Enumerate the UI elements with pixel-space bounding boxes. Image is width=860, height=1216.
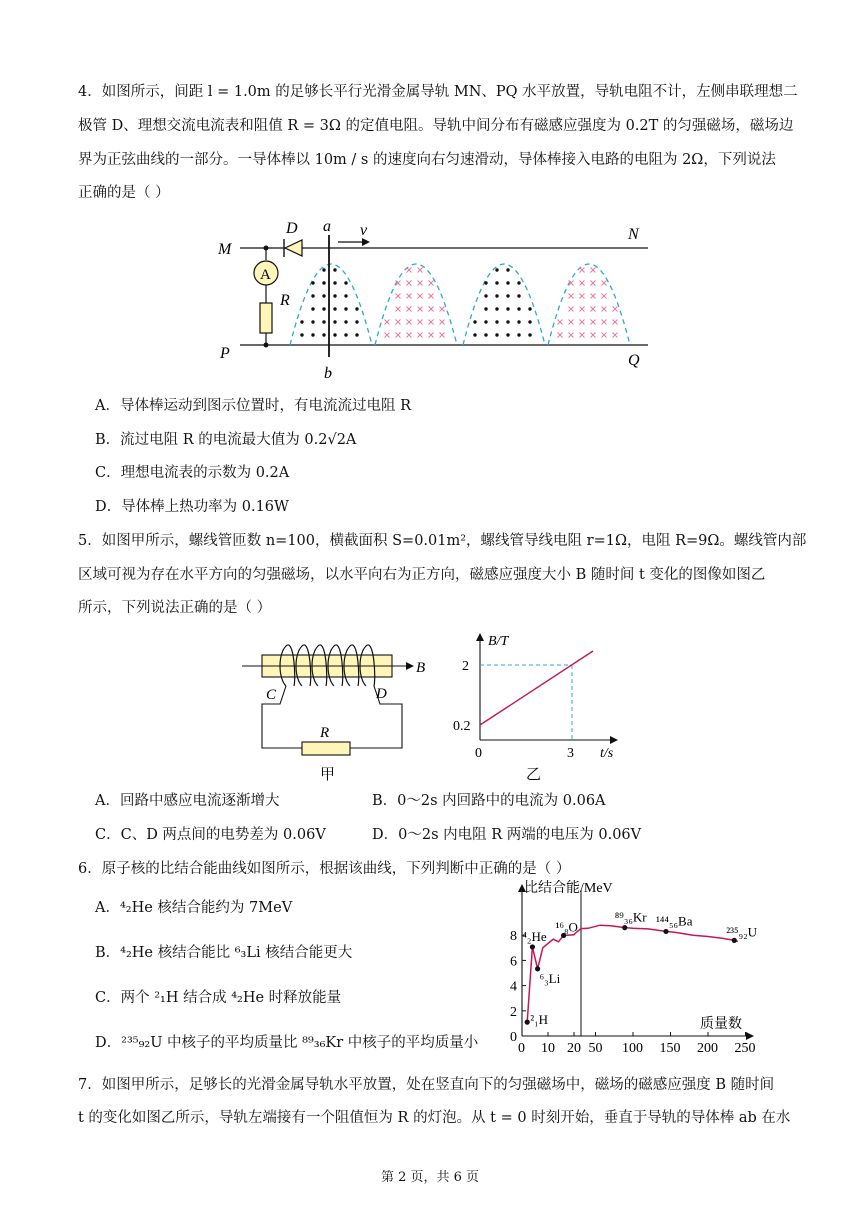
field-cross — [580, 307, 585, 312]
field-dot — [333, 307, 336, 310]
y-tick-label: 6 — [510, 954, 517, 970]
y-tick-2: 2 — [462, 659, 469, 674]
nuclide-label: ²³⁵₉₂U — [726, 924, 758, 940]
x-tick-label: 150 — [659, 1041, 681, 1056]
q4-option-b: B．流过电阻 R 的电流最大值为 0.2√2A — [95, 432, 357, 448]
field-cross — [440, 307, 445, 312]
field-dot — [333, 333, 336, 336]
page-footer: 第 2 页，共 6 页 — [380, 1170, 480, 1185]
nuclide-label: ⁶₃Li — [539, 970, 561, 986]
nuclide-point — [525, 1020, 530, 1025]
binding-energy-chart — [498, 880, 760, 1060]
field-cross — [580, 268, 585, 273]
field-dot — [506, 307, 509, 310]
field-cross — [591, 268, 596, 273]
field-cross — [418, 294, 423, 299]
field-boundary — [290, 264, 630, 345]
field-cross — [558, 320, 563, 325]
q5-option-a: A．回路中感应电流逐渐增大 — [95, 793, 280, 809]
nuclide-label: ²₁H — [530, 1012, 549, 1028]
field-dot — [506, 281, 509, 284]
field-cross — [418, 307, 423, 312]
field-dot — [355, 320, 358, 323]
field-cross — [440, 320, 445, 325]
x-tick-label: 250 — [734, 1041, 756, 1056]
q5-line-3: 所示，下列说法正确的是（ ） — [78, 600, 272, 616]
field-cross — [591, 294, 596, 299]
x-tick-label: 20 — [567, 1041, 581, 1056]
field-cross — [569, 307, 574, 312]
field-cross — [602, 294, 607, 299]
field-cross — [429, 281, 434, 286]
field-cross — [396, 294, 401, 299]
field-cross — [396, 307, 401, 312]
field-dot — [322, 307, 325, 310]
nuclide-label: ¹⁶₈O — [555, 919, 578, 935]
x-tick-label: 200 — [697, 1041, 718, 1056]
field-dots-region-2 — [473, 268, 531, 336]
x-axis-label: 质量数 — [700, 1017, 742, 1032]
field-dot — [495, 294, 498, 297]
field-dot — [333, 320, 336, 323]
x-axis-label: t/s — [600, 746, 614, 761]
field-cross — [591, 281, 596, 286]
field-cross — [569, 333, 574, 338]
field-cross — [418, 320, 423, 325]
q6-option-a: A．⁴₂He 核结合能约为 7MeV — [95, 900, 293, 916]
label-d: D — [286, 220, 298, 237]
field-dot — [495, 333, 498, 336]
field-dot — [311, 320, 314, 323]
field-dot — [495, 320, 498, 323]
b-direction-arrow — [406, 662, 414, 670]
label-r: R — [320, 725, 330, 741]
field-cross — [591, 333, 596, 338]
field-dot — [333, 268, 336, 271]
field-cross — [396, 320, 401, 325]
label-r: R — [280, 292, 290, 309]
q6-option-c: C．两个 ²₁H 结合成 ⁴₂He 时释放能量 — [95, 990, 342, 1006]
field-cross — [602, 333, 607, 338]
field-dot — [517, 320, 520, 323]
label-d: D — [376, 686, 387, 702]
field-dot — [300, 320, 303, 323]
nuclide-point — [663, 929, 668, 934]
label-p: P — [220, 345, 230, 362]
field-cross — [569, 294, 574, 299]
field-dot — [528, 307, 531, 310]
x-tick-label: 10 — [541, 1041, 555, 1056]
field-dot — [300, 333, 303, 336]
label-b-field: B — [416, 660, 426, 676]
field-dot — [311, 294, 314, 297]
q4-line-1: 4．如图所示，间距 l = 1.0m 的足够长平行光滑金属导轨 MN、PQ 水平放置，导轨电阻不计，左侧串联理想二 — [78, 84, 798, 100]
field-dot — [344, 333, 347, 336]
field-cross — [569, 320, 574, 325]
field-cross — [418, 281, 423, 286]
x-tick-3: 3 — [567, 746, 574, 761]
label-a: a — [323, 218, 331, 235]
field-cross — [580, 333, 585, 338]
field-dot — [517, 294, 520, 297]
x-tick-0: 0 — [475, 746, 482, 761]
x-tick-label: 50 — [588, 1041, 603, 1056]
field-cross — [418, 268, 423, 273]
field-cross — [407, 294, 412, 299]
field-cross — [580, 294, 585, 299]
q4-option-d: D．导体棒上热功率为 0.16W — [95, 499, 289, 515]
field-dot — [333, 294, 336, 297]
field-dot — [495, 281, 498, 284]
field-cross — [407, 333, 412, 338]
label-q: Q — [628, 352, 640, 369]
y-tick-0-2: 0.2 — [453, 719, 471, 734]
field-dot — [322, 281, 325, 284]
junction-top — [264, 246, 269, 251]
field-dot — [506, 320, 509, 323]
q4-line-4: 正确的是（ ） — [78, 185, 170, 201]
q5-option-b: B．0～2s 内回路中的电流为 0.06A — [372, 793, 606, 809]
resistor-r — [302, 742, 350, 755]
field-dot — [473, 333, 476, 336]
caption-yi: 乙 — [526, 767, 542, 783]
field-cross-region-1 — [385, 268, 445, 338]
q4-line-3: 界为正弦曲线的一部分。一导体棒以 10m / s 的速度向右匀速滑动，导体棒接入电路的电阻为 2Ω，下列说法 — [78, 152, 776, 168]
label-v: v — [360, 222, 368, 239]
field-dot — [484, 281, 487, 284]
field-cross — [602, 320, 607, 325]
q7-line-2: t 的变化如图乙所示，导轨左端接有一个阻值恒为 R 的灯泡。从 t = 0 时刻开始，垂直于导轨的导体棒 ab 在水 — [78, 1110, 791, 1126]
field-dot — [344, 281, 347, 284]
field-cross — [429, 294, 434, 299]
field-cross — [580, 281, 585, 286]
nuclide-point — [622, 925, 627, 930]
field-cross — [602, 307, 607, 312]
label-c: C — [266, 687, 277, 703]
diode — [284, 239, 302, 257]
x-axis-arrow — [746, 1032, 754, 1040]
label-n: N — [628, 226, 639, 243]
nuclide-point — [530, 944, 535, 949]
q4-rail-figure — [210, 215, 660, 385]
label-b: b — [324, 365, 332, 382]
q6-line-1: 6．原子核的比结合能曲线如图所示，根据该曲线，下列判断中正确的是（ ） — [78, 861, 571, 877]
field-dot — [484, 294, 487, 297]
field-dot — [322, 320, 325, 323]
field-dot — [311, 307, 314, 310]
field-dot — [311, 333, 314, 336]
q4-option-a: A．导体棒运动到图示位置时，有电流流过电阻 R — [95, 398, 411, 414]
x-tick-label: 0 — [518, 1041, 525, 1056]
field-cross — [396, 333, 401, 338]
field-dot — [506, 268, 509, 271]
field-dot — [517, 307, 520, 310]
nuclide-label: ⁸⁹₃₆Kr — [614, 909, 647, 925]
field-dot — [322, 294, 325, 297]
q4-line-2: 极管 D、理想交流电流表和阻值 R = 3Ω 的定值电阻。导轨中间分布有磁感应强度为 0.2T 的匀强磁场，磁场边 — [78, 118, 794, 134]
q4-option-c: C．理想电流表的示数为 0.2A — [95, 465, 290, 481]
field-dot — [333, 281, 336, 284]
nuclide-label: ¹⁴⁴₅₆Ba — [656, 913, 693, 929]
field-dot — [311, 281, 314, 284]
field-cross — [418, 333, 423, 338]
y-axis-label: 比结合能/MeV — [524, 881, 613, 896]
field-cross — [429, 307, 434, 312]
q5-line-1: 5．如图甲所示，螺线管匝数 n=100，横截面积 S=0.01m²，螺线管导线电阻 r=1Ω，电阻 R=9Ω。螺线管内部 — [78, 533, 807, 549]
field-cross-region-2 — [558, 268, 618, 338]
field-cross — [613, 307, 618, 312]
field-cross — [429, 320, 434, 325]
field-cross — [558, 333, 563, 338]
field-dot — [506, 294, 509, 297]
field-dot — [495, 268, 498, 271]
field-cross — [602, 281, 607, 286]
q5-line-2: 区域可视为存在水平方向的匀强磁场，以水平向右为正方向，磁感应强度大小 B 随时间 t 变化的图像如图乙 — [78, 567, 766, 583]
field-dot — [484, 320, 487, 323]
q6-option-b: B．⁴₂He 核结合能比 ⁶₃Li 核结合能更大 — [95, 945, 353, 961]
caption-jia: 甲 — [320, 767, 336, 783]
field-cross — [385, 333, 390, 338]
q5-bt-graph — [448, 632, 623, 787]
field-dot — [528, 320, 531, 323]
x-tick-label: 100 — [622, 1041, 643, 1056]
field-cross — [429, 333, 434, 338]
field-dot — [517, 333, 520, 336]
svg-text:A: A — [260, 267, 271, 283]
field-cross — [440, 333, 445, 338]
field-dot — [355, 333, 358, 336]
field-dot — [322, 333, 325, 336]
field-dot — [506, 333, 509, 336]
field-cross — [613, 333, 618, 338]
field-dot — [473, 320, 476, 323]
bt-line — [480, 651, 593, 725]
field-cross — [407, 268, 412, 273]
field-dot — [495, 307, 498, 310]
field-cross — [580, 320, 585, 325]
ammeter — [254, 261, 278, 285]
q5-option-d: D．0～2s 内电阻 R 两端的电压为 0.06V — [372, 827, 642, 843]
nuclide-label: ⁴₂He — [522, 928, 547, 944]
q6-option-d: D．²³⁵₉₂U 中核子的平均质量比 ⁸⁹₃₆Kr 中核子的平均质量小 — [95, 1035, 479, 1051]
field-cross — [385, 320, 390, 325]
field-dot — [484, 307, 487, 310]
y-axis-label: B/T — [488, 634, 509, 649]
field-dot — [528, 333, 531, 336]
field-cross — [407, 320, 412, 325]
field-cross — [407, 281, 412, 286]
field-dot — [322, 268, 325, 271]
field-cross — [591, 320, 596, 325]
q5-solenoid-figure — [240, 638, 440, 783]
field-dot — [355, 307, 358, 310]
y-tick-label: 4 — [510, 979, 517, 995]
q5-option-c: C．C、D 两点间的电势差为 0.06V — [95, 827, 326, 843]
field-cross — [407, 307, 412, 312]
label-m: M — [218, 241, 232, 258]
field-dot — [344, 294, 347, 297]
y-tick-label: 0 — [510, 1030, 517, 1045]
field-cross — [613, 320, 618, 325]
y-tick-label: 8 — [510, 929, 517, 945]
field-cross — [591, 307, 596, 312]
field-dot — [484, 333, 487, 336]
y-tick-label: 2 — [510, 1004, 517, 1020]
q7-line-1: 7．如图甲所示，足够长的光滑金属导轨水平放置，处在竖直向下的匀强磁场中，磁场的磁感应强度 B 随时间 — [78, 1077, 775, 1093]
field-dot — [517, 281, 520, 284]
resistor-r — [260, 303, 272, 333]
field-dot — [344, 307, 347, 310]
field-dot — [344, 320, 347, 323]
